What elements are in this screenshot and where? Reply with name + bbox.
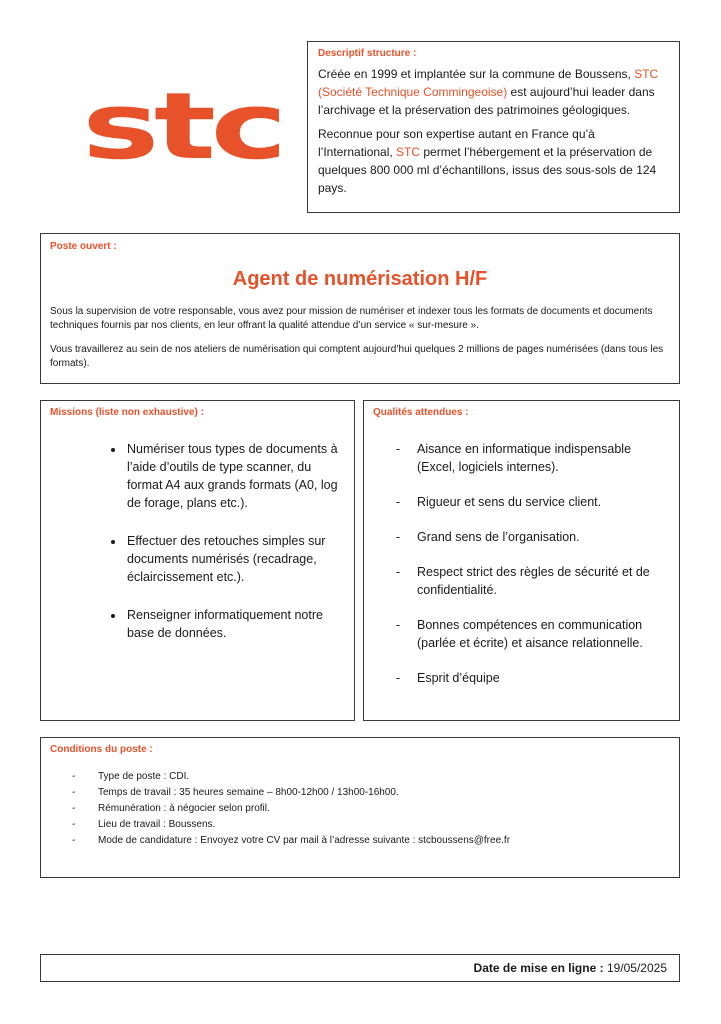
conditions-list (50, 769, 670, 849)
publication-date-label: Date de mise en ligne : (473, 961, 604, 975)
list-item: - Type de poste : CDI. (50, 769, 670, 785)
structure-paragraph-1: Créée en 1999 et implantée sur la commune de Boussens, STC (Société Technique Commingeoise) est aujourd’hui leader dans l’archivage et la préservation des patrimoines géologiques. (318, 67, 659, 117)
list-item: - Rigueur et sens du service client. (373, 493, 670, 511)
company-name-highlight: STC (Société Technique Commingeoise) (318, 67, 659, 99)
list-item: - Grand sens de l’organisation. (373, 528, 670, 546)
qualities-heading: Qualités attendues : (373, 407, 469, 418)
company-short-highlight: STC (396, 145, 421, 159)
job-description-paragraph-1: Sous la supervision de votre responsable, vous avez pour mission de numériser et indexer tous les formats de documents et documents techniques fournis par nos clients, en leur offrant la qualité attendue d’un service « sur-mesure ». (50, 306, 653, 331)
structure-heading: Descriptif structure : (318, 48, 417, 59)
missions-box (40, 400, 355, 721)
qualities-list (373, 440, 670, 687)
conditions-box (40, 737, 680, 878)
list-item: - Bonnes compétences en communication (parlée et écrite) et aisance relationnelle. (373, 616, 670, 652)
list-item: • Effectuer des retouches simples sur documents numérisés (recadrage, éclaircissement etc.). (125, 532, 345, 586)
qualities-box (363, 400, 680, 721)
job-opening-heading: Poste ouvert : (50, 241, 117, 252)
structure-description-box (307, 41, 680, 213)
job-title: Agent de numérisation H/F (232, 268, 488, 290)
publication-date-value: 19/05/2025 (606, 961, 667, 975)
list-item: - Lieu de travail : Boussens. (50, 817, 670, 833)
list-item: - Aisance en informatique indispensable (Excel, logiciels internes). (373, 440, 670, 476)
list-item: • Renseigner informatiquement notre base de données. (125, 606, 345, 642)
list-item: • Numériser tous types de documents à l’aide d’outils de type scanner, du format A4 aux grands formats (A0, log de forage, plans etc.). (125, 440, 345, 512)
publication-date-box (40, 954, 680, 982)
missions-list (50, 440, 345, 642)
structure-paragraph-2: Reconnue pour son expertise autant en France qu’à l’International, STC permet l’hébergement et la préservation de quelques 800 000 ml d’échantillons, issus des sous-sols de 124 pays. (318, 127, 657, 195)
missions-heading: Missions (liste non exhaustive) : (50, 407, 204, 418)
list-item: - Mode de candidature : Envoyez votre CV par mail à l’adresse suivante : stcboussens@free.fr (50, 833, 670, 849)
list-item: - Temps de travail : 35 heures semaine – 8h00-12h00 / 13h00-16h00. (50, 785, 670, 801)
list-item: - Esprit d’équipe (373, 669, 670, 687)
list-item: - Respect strict des règles de sécurité et de confidentialité. (373, 563, 670, 599)
list-item: - Rémunération : à négocier selon profil. (50, 801, 670, 817)
job-opening-box (40, 233, 680, 384)
job-description-paragraph-2: Vous travaillerez au sein de nos ateliers de numérisation qui comptent aujourd’hui quelques 2 millions de pages numérisées (dans tous les formats). (50, 344, 664, 369)
conditions-heading: Conditions du poste : (50, 744, 153, 755)
logo-text: stc (82, 92, 282, 164)
stc-logo (80, 92, 285, 164)
